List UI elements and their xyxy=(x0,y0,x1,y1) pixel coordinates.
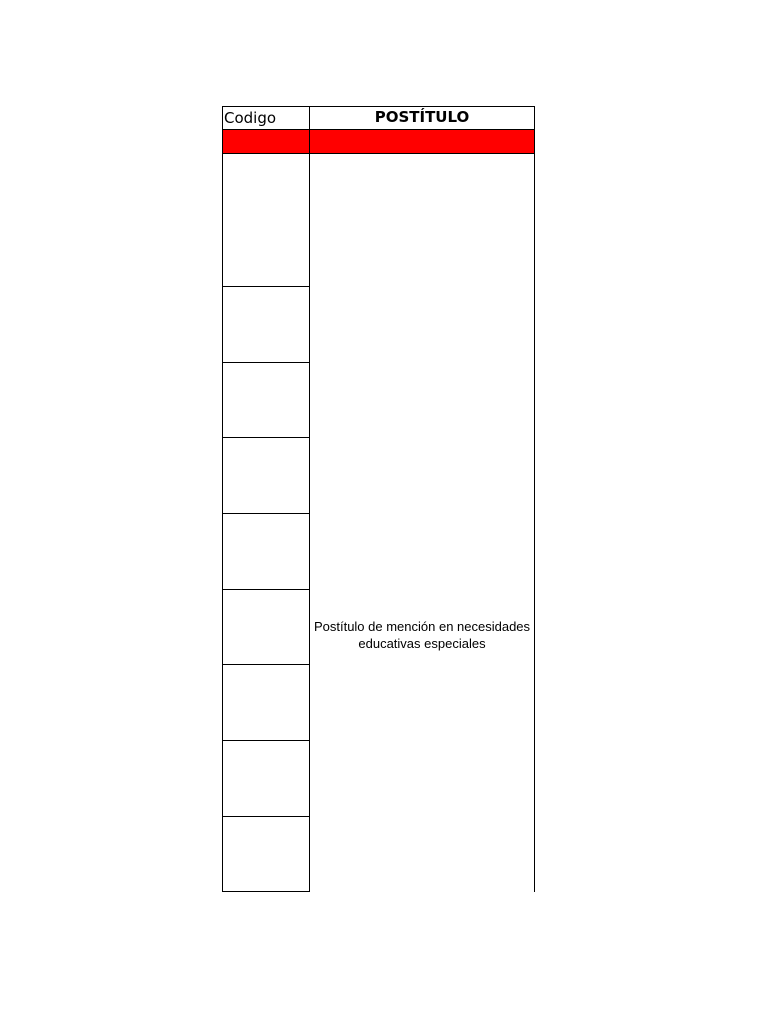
codigo-column-header: Codigo xyxy=(224,109,277,127)
band-bottom-border xyxy=(222,153,535,154)
table-bottom-border xyxy=(222,891,310,892)
merged-postitulo-cell: Postítulo de mención en necesidades educativas especiales xyxy=(313,619,531,651)
column-divider xyxy=(309,106,310,892)
left-border xyxy=(222,106,223,892)
right-border xyxy=(534,106,535,892)
row-divider xyxy=(222,362,310,363)
row-divider xyxy=(222,513,310,514)
row-divider xyxy=(222,816,310,817)
row-divider xyxy=(222,589,310,590)
row-divider xyxy=(222,740,310,741)
header-accent-band xyxy=(222,129,535,154)
header-bottom-border xyxy=(222,129,535,130)
row-divider xyxy=(222,664,310,665)
postitulo-column-header: POSTÍTULO xyxy=(374,108,470,126)
row-divider xyxy=(222,286,310,287)
row-divider xyxy=(222,437,310,438)
